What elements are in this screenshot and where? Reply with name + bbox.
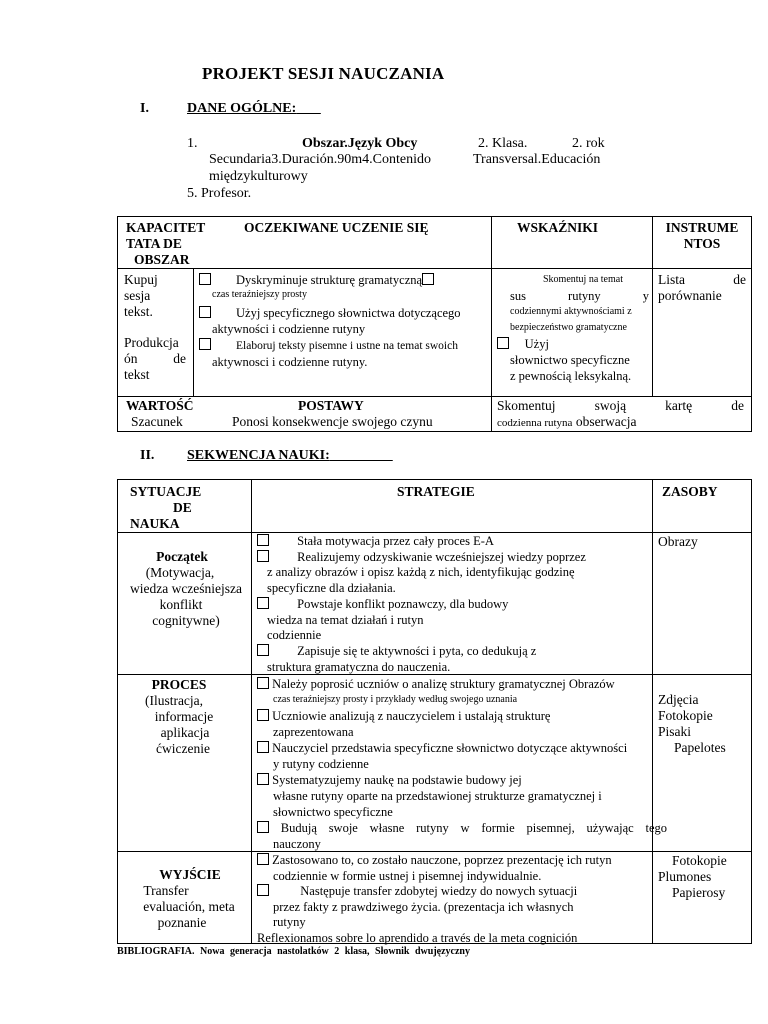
header-instruments: INSTRUME NTOS: [665, 220, 739, 251]
general-data-line-1a: 1.: [187, 136, 198, 151]
bullet-icon: [199, 338, 211, 350]
section-1-title: DANE OGÓLNE:: [187, 101, 297, 116]
general-data-line-1b: Obszar.Język Obcy: [302, 136, 418, 151]
general-data-line-2b: Transversal.Educación: [473, 152, 601, 167]
bullet-icon: [257, 597, 269, 609]
header-capacity: KAPACITET TATA DE OBSZAR: [126, 220, 206, 267]
resources-start: Obrazy: [658, 534, 698, 549]
general-data-line-1d: 2. rok: [572, 136, 605, 151]
header-situations: SYTUACJE DE NAUKA: [130, 484, 202, 531]
bullet-icon: [257, 884, 269, 896]
expected-learning-cell: Dyskryminuje strukturę gramatyczną czas teraźniejszy prosty Użyj specyficznego słownictwa dotyczącego aktywności i codzienne rutyny Elaboruj teksty pisemne i ustne na temat swoich aktywnosci i codzienne rutyny.: [199, 272, 486, 370]
section-2-number: II.: [140, 448, 155, 463]
value-cell: WARTOŚĆ Szacunek: [126, 398, 194, 429]
indicators-cell: Skomentuj na temat sus rutyny y codziennymi aktywnościami z bezpieczeństwo gramatyczne Użyj słownictwo specyficzne z pewnością leksykalną.: [497, 272, 649, 384]
section-2-title: SEKWENCJA NAUKI:: [187, 448, 330, 463]
value-indicator-cell: Skomentuj swoją kartę de codzienna rutyna obserwacja: [497, 398, 744, 429]
bullet-icon: [497, 337, 509, 349]
header-strategies: STRATEGIE: [397, 484, 475, 499]
strategies-exit: Zastosowano to, co zostało nauczone, poprzez prezentację ich rutyn codziennie w formie ustnej i pisemnej indywidualnie. Następuje transfer zdobytej wiedzy do nowych sytuacji przez fakty z prawdziwego życia. (prezentacja ich własnych rutyny Reflexionamos sobre lo aprendido a través de la meta cognición: [257, 853, 612, 945]
general-data-line-4: 5. Profesor.: [187, 186, 252, 201]
bullet-icon: [257, 741, 269, 753]
resources-process: Zdjęcia Fotokopie Pisaki Papelotes: [658, 692, 726, 755]
bullet-icon: [199, 306, 211, 318]
header-indicators: WSKAŹNIKI: [517, 220, 599, 235]
stage-exit: WYJŚCIE Transfer evaluación, meta poznanie: [143, 867, 235, 930]
bullet-icon: [257, 550, 269, 562]
capacity-cell: Kupuj sesja tekst. Produkcja ón de tekst: [124, 272, 186, 382]
attitudes-cell: POSTAWY Ponosi konsekwencje swojego czynu: [232, 398, 433, 429]
document-title: PROJEKT SESJI NAUCZANIA: [202, 64, 445, 83]
strategies-start: Stała motywacja przez cały proces E-A Realizujemy odzyskiwanie wcześniejszej wiedzy poprzez z analizy obrazów i opisz każdą z nich, identyfikując godzinę specyficzne dla działania. Powstaje konflikt poznawczy, dla budowy wiedza na temat działań i rutyn codziennie Zapisuje się te aktywności i pyta, co dedukują z struktura gramatyczna do nauczenia.: [257, 534, 649, 675]
header-expected-learning: OCZEKIWANE UCZENIE SIĘ: [244, 220, 429, 235]
bullet-icon: [257, 534, 269, 546]
resources-exit: Fotokopie Plumones Papierosy: [658, 853, 727, 900]
bullet-icon: [257, 677, 269, 689]
bullet-icon: [257, 853, 269, 865]
general-data-line-2a: Secundaria3.Duración.90m4.Contenido: [209, 152, 432, 167]
stage-process: PROCES (Ilustracja, informacje aplikacja ćwiczenie: [144, 677, 214, 756]
bullet-icon: [199, 273, 211, 285]
general-data-line-1c: 2. Klasa.: [478, 136, 528, 151]
general-data-line-3: międzykulturowy: [209, 169, 308, 184]
section-1-number: I.: [140, 101, 149, 116]
bibliography: BIBLIOGRAFIA. Nowa generacja nastolatków 2 klasa, Słownik dwujęzyczny: [117, 946, 470, 957]
strategies-process: Należy poprosić uczniów o analizę struktury gramatycznej Obrazów czas teraźniejszy prosty i przykłady według swojego uznania Uczniowie analizują z nauczycielem i ustalają strukturę zaprezentowana Nauczyciel przedstawia specyficzne słownictwo dotyczące aktywności y rutyny codzienne Systematyzujemy naukę na podstawie budowy jej własne rutyny oparte na przedstawionej strukturze gramatycznej i słownictwo specyficzne Budują swoje własne rutyny w formie pisemnej, używając tego nauczony: [257, 676, 672, 852]
header-resources: ZASOBY: [662, 484, 718, 499]
bullet-icon: [257, 709, 269, 721]
bullet-icon: [257, 821, 269, 833]
bullet-icon: [257, 773, 269, 785]
stage-start: Początek (Motywacja, wiedza wcześniejsza konflikt cognitywne): [129, 549, 243, 628]
instruments-cell: Lista de porównanie: [658, 272, 746, 303]
bullet-icon: [422, 273, 434, 285]
bullet-icon: [257, 644, 269, 656]
